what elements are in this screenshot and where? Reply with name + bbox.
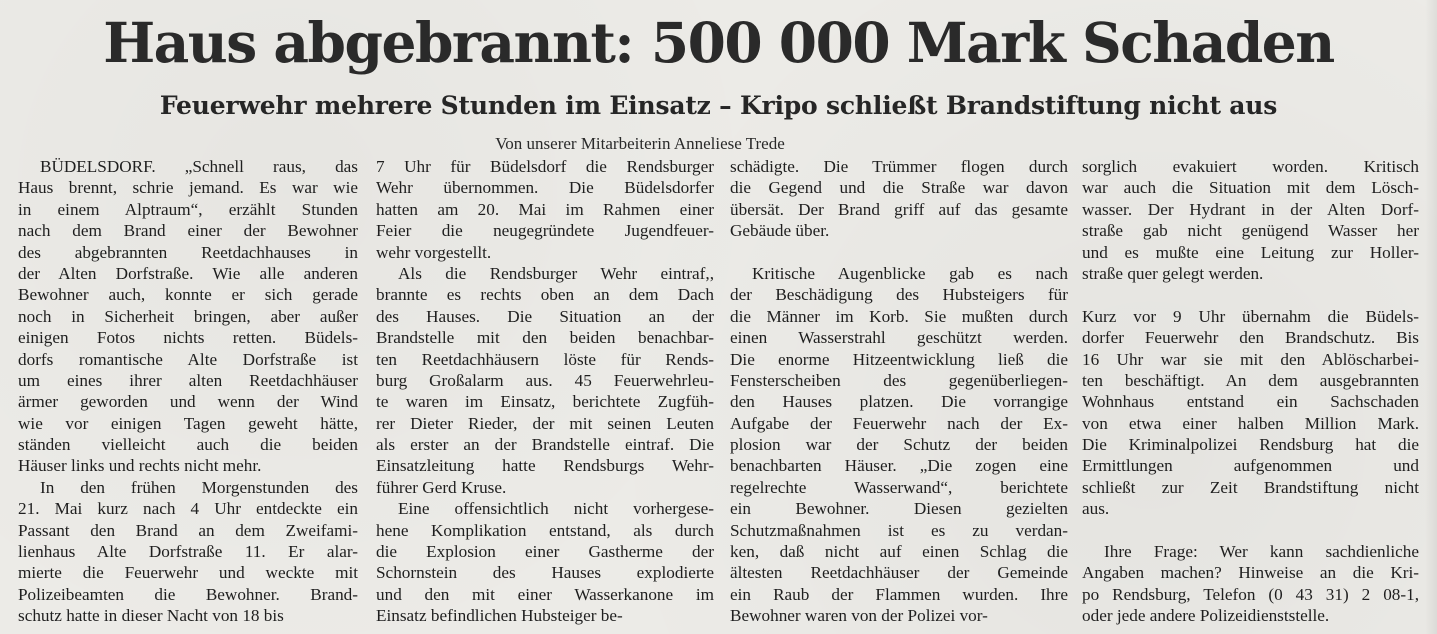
text-line: hene Komplikation entstand, als durch (376, 520, 714, 540)
text-line: ein Bewohner. Diesen gezielten (730, 499, 1068, 519)
text-line: burg Großalarm aus. 45 Feuerwehrleu- (376, 370, 714, 390)
text-line: Schutzmaßnahmen ist es zu verdan- (730, 520, 1068, 540)
text-line: war auch die Situation mit dem Lösch- (1082, 178, 1419, 198)
text-line: Kritische Augenblicke gab es nach (752, 263, 1068, 283)
text-line: benachbarten Häuser. „Die zogen eine (730, 456, 1068, 476)
text-line: des Hauses. Die Situation an der (376, 306, 714, 326)
text-line: Bewohner waren von der Polizei vor- (730, 606, 988, 626)
text-line: Wehr übernommen. Die Büdelsdorfer (376, 178, 714, 198)
text-line: Einsatzleitung hatte Rendsburgs Wehr- (376, 456, 714, 476)
text-line: wehr vorgestellt. (376, 242, 492, 262)
text-line: des abgebrannten Reetdachhauses in (18, 242, 358, 262)
text-line: straße quer gelegt werden. (1082, 263, 1264, 283)
text-line: Als die Rendsburger Wehr eintraf,, (398, 263, 714, 283)
headline: Haus abgebrannt: 500 000 Mark Schaden (103, 10, 1334, 75)
text-line: po Rendsburg, Telefon (0 43 31) 2 08-1, (1082, 584, 1419, 604)
text-line: Bewohner auch, konnte er sich gerade (18, 285, 358, 305)
text-line: schließt zur Zeit Brandstiftung nicht (1082, 477, 1419, 497)
text-line: 7 Uhr für Büdelsdorf die Rendsburger (376, 157, 714, 176)
text-line: um eines ihrer alten Reetdachhäuser (18, 370, 358, 390)
text-line: BÜDELSDORF. „Schnell raus, das (40, 157, 358, 176)
text-line: Die Kriminalpolizei Rendsburg hat die (1082, 435, 1419, 455)
text-line: wasser. Der Hydrant in der Alten Dorf- (1082, 199, 1419, 219)
text-line: einen Wasserstrahl geschützt werden. (730, 328, 1068, 348)
page-edge-shadow (1425, 0, 1437, 634)
text-line: ältesten Reetdachhäuser der Gemeinde (730, 563, 1068, 583)
text-line: der Alten Dorfstraße. Wie alle anderen (18, 263, 358, 283)
byline: Von unserer Mitarbeiterin Anneliese Trede (495, 134, 785, 153)
text-line: Fensterscheiben des gegenüberliegen- (730, 370, 1068, 390)
text-line: te waren im Einsatz, berichtete Zugfüh- (376, 392, 714, 412)
text-line: oder jede andere Polizeidienststelle. (1082, 606, 1330, 626)
text-line: rer Dieter Rieder, der mit seinen Leuten (376, 413, 714, 433)
text-line: schutz hatte in dieser Nacht von 18 bis (18, 606, 284, 626)
text-line: noch in Sicherheit bringen, aber außer (18, 306, 358, 326)
text-line: übersät. Der Brand griff auf das gesamte (730, 199, 1068, 219)
text-line: die Explosion einer Gastherme der (376, 542, 714, 562)
text-line: Wohnhaus entstand ein Sachschaden (1082, 392, 1419, 412)
text-line: Einsatz befindlichen Hubsteiger be- (376, 606, 623, 626)
text-line: dorfs romantische Alte Dorfstraße ist (18, 349, 358, 369)
text-line: dorfer Feuerwehr den Brandschutz. Bis (1082, 328, 1419, 348)
text-line: der Beschädigung des Hubsteigers für (730, 285, 1068, 305)
text-line: ärmer geworden und wenn der Wind (18, 392, 358, 412)
text-line: Häuser links und rechts nicht mehr. (18, 456, 262, 476)
text-line: aus. (1082, 499, 1110, 519)
paragraph-gap (1082, 284, 1419, 305)
text-line: die Gegend und die Straße war davon (730, 178, 1068, 198)
text-line: Ihre Frage: Wer kann sachdienliche (1104, 542, 1419, 562)
text-line: hatten am 20. Mai im Rahmen einer (376, 199, 714, 219)
text-line: lienhaus Alte Dorfstraße 11. Er alar- (18, 542, 358, 562)
article-column-2 (376, 156, 714, 627)
text-line: führer Gerd Kruse. (376, 477, 507, 497)
text-line: straße gab nicht genügend Wasser her (1082, 221, 1419, 241)
text-line: und es mußte eine Leitung zur Holler- (1082, 242, 1419, 262)
text-line: als erster an der Brandstelle eintraf. Die (376, 435, 714, 455)
text-line: sorglich evakuiert worden. Kritisch (1082, 157, 1419, 176)
text-line: wie vor einigen Tagen geweht hätte, (18, 413, 358, 433)
text-line: Kurz vor 9 Uhr übernahm die Büdels- (1082, 306, 1419, 326)
text-line: Schornstein des Hauses explodierte (376, 563, 714, 583)
text-line: ein Raub der Flammen wurden. Ihre (730, 584, 1068, 604)
text-line: in einem Alptraum“, erzählt Stunden (18, 199, 358, 219)
text-line: ken, daß nicht auf einen Schlag die (730, 542, 1068, 562)
text-line: 21. Mai kurz nach 4 Uhr entdeckte ein (18, 499, 358, 519)
text-line: Eine offensichtlich nicht vorhergese- (398, 499, 714, 519)
article-column-4 (1082, 156, 1419, 627)
text-line: Angaben machen? Hinweise an die Kri- (1082, 563, 1419, 583)
text-line: Gebäude über. (730, 221, 830, 241)
text-line: Haus brennt, schrie jemand. Es war wie (18, 178, 358, 198)
text-line: den Hauses platzen. Die vorrangige (730, 392, 1068, 412)
paragraph-gap (730, 242, 1068, 263)
text-line: und den mit einer Wasserkanone im (376, 584, 714, 604)
text-line: regelrechte Wasserwand“, berichtete (730, 477, 1068, 497)
text-line: ten Reetdachhäusern löste für Rends- (376, 349, 714, 369)
text-line: In den frühen Morgenstunden des (40, 477, 358, 497)
text-line: ten beschäftigt. An dem ausgebrannten (1082, 370, 1419, 390)
text-line: Brandstelle mit den beiden benachbar- (376, 328, 714, 348)
article-column-1 (18, 156, 358, 627)
text-line: von etwa einer halben Million Mark. (1082, 413, 1419, 433)
text-line: Die enorme Hitzeentwicklung ließ die (730, 349, 1068, 369)
text-line: Passant den Brand an dem Zweifami- (18, 520, 358, 540)
text-line: schädigte. Die Trümmer flogen durch (730, 157, 1068, 176)
text-line: Aufgabe der Feuerwehr nach der Ex- (730, 413, 1068, 433)
text-line: plosion war der Schutz der beiden (730, 435, 1068, 455)
article-column-3 (730, 156, 1068, 627)
text-line: Feier die neugegründete Jugendfeuer- (376, 221, 714, 241)
text-line: Polizeibeamten die Bewohner. Brand- (18, 584, 358, 604)
text-line: ständen vielleicht auch die beiden (18, 435, 358, 455)
text-line: die Männer im Korb. Sie mußten durch (730, 306, 1068, 326)
text-line: nach dem Brand einer der Bewohner (18, 221, 358, 241)
text-line: brannte es rechts oben an dem Dach (376, 285, 714, 305)
paragraph-gap (1082, 520, 1419, 541)
subheadline: Feuerwehr mehrere Stunden im Einsatz – Kripo schließt Brandstiftung nicht aus (159, 91, 1278, 120)
text-line: Ermittlungen aufgenommen und (1082, 456, 1419, 476)
text-line: einigen Fotos nichts retten. Büdels- (18, 328, 358, 348)
text-line: 16 Uhr war sie mit den Ablöscharbei- (1082, 349, 1419, 369)
text-line: mierte die Feuerwehr und weckte mit (18, 563, 358, 583)
